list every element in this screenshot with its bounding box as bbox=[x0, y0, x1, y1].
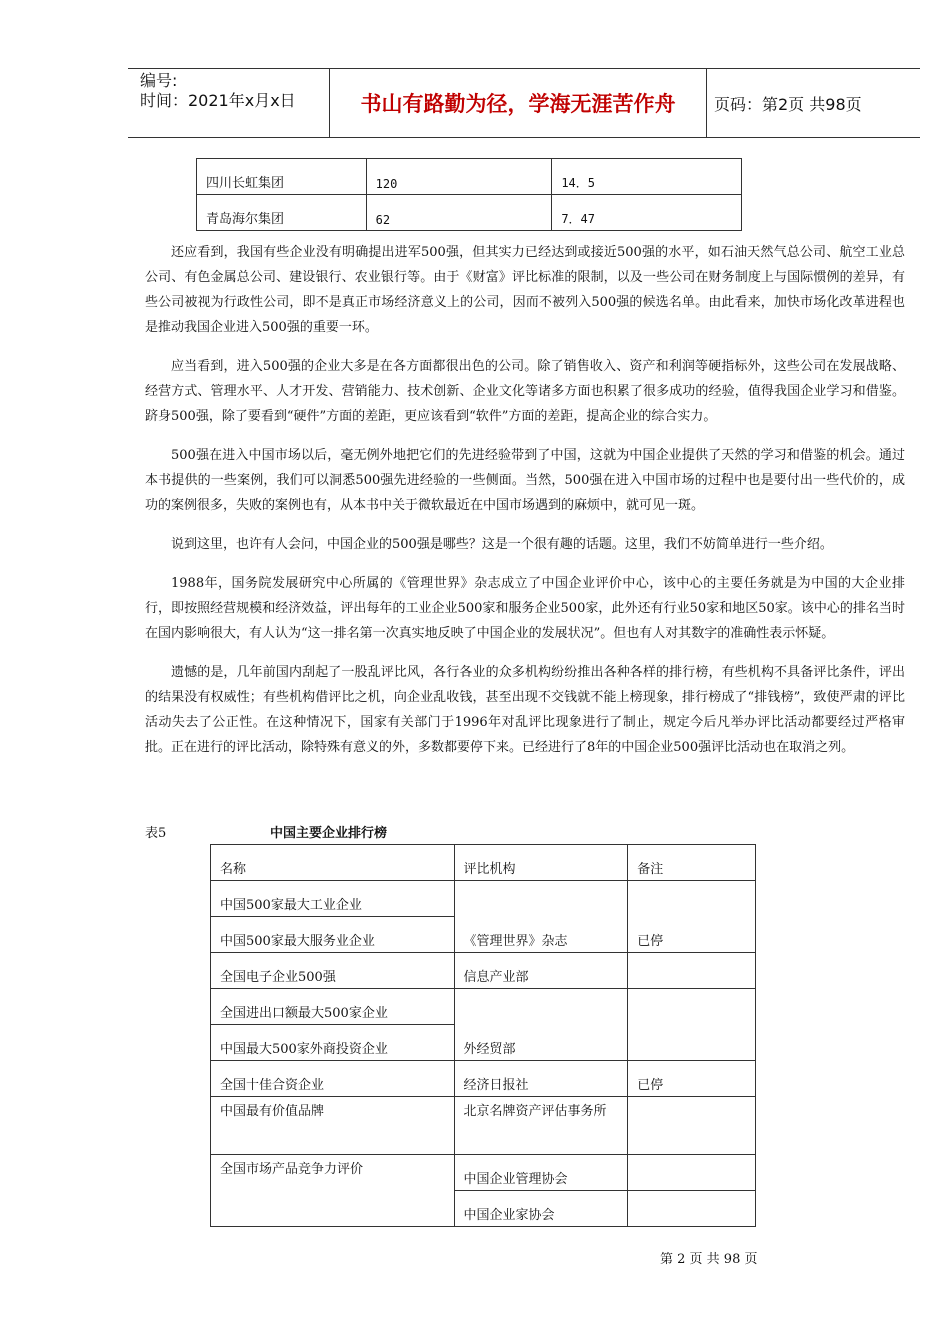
table-cell: 中国最有价值品牌 bbox=[211, 1097, 455, 1155]
table-cell: 中国企业家协会 bbox=[454, 1191, 628, 1227]
table-caption bbox=[145, 822, 388, 841]
table-cell: 全国市场产品竞争力评价 bbox=[211, 1155, 455, 1227]
table-row bbox=[211, 953, 756, 989]
table-cell bbox=[628, 1155, 756, 1191]
table-cell: 外经贸部 bbox=[454, 989, 628, 1061]
table-cell: 全国进出口额最大500家企业 bbox=[211, 989, 455, 1025]
table-cell: 全国电子企业500强 bbox=[211, 953, 455, 989]
paragraph: 遗憾的是，几年前国内刮起了一股乱评比风，各行各业的众多机构纷纷推出各种各样的排行榜，有些机构不具备评比条件，评出的结果没有权威性；有些机构借评比之机，向企业乱收钱，甚至出现不交钱就不能上榜现象，排行榜成了“排钱榜”，致使严肃的评比活动失去了公正性。在这种情况下，国家有关部门于1996年对乱评比现象进行了制止，规定今后凡举办评比活动都要经过严格审批。正在进行的评比活动，除特殊有意义的外，多数都要停下来。已经进行了8年的中国企业500强评比活动也在取消之列。 bbox=[145, 665, 905, 755]
paragraph: 500强在进入中国市场以后，毫无例外地把它们的先进经验带到了中国，这就为中国企业提供了天然的学习和借鉴的机会。通过本书提供的一些案例，我们可以洞悉500强先进经验的一些侧面。当然，500强在进入中国市场的过程中也是要付出一些代价的，成功的案例很多，失败的案例也有，从本书中关于微软最近在中国市场遇到的麻烦中，就可见一斑。 bbox=[145, 448, 905, 513]
table-cell: 经济日报社 bbox=[454, 1061, 628, 1097]
column-header: 备注 bbox=[628, 845, 756, 881]
paragraph: 说到这里，也许有人会问，中国企业的500强是哪些？这是一个很有趣的话题。这里，我们不妨简单进行一些介绍。 bbox=[171, 537, 833, 552]
table-row bbox=[211, 881, 756, 917]
table-cell: 中国企业管理协会 bbox=[454, 1155, 628, 1191]
table-cell bbox=[628, 989, 756, 1061]
paragraph: 还应看到，我国有些企业没有明确提出进军500强，但其实力已经达到或接近500强的水平，如石油天然气总公司、航空工业总公司、有色金属总公司、建设银行、农业银行等。由于《财富》评比标准的限制，以及一些公司在财务制度上与国际惯例的差异，有些公司被视为行政性公司，即不是真正市场经济意义上的公司，因而不被列入500强的候选名单。由此看来，加快市场化改革进程也是推动我国企业进入500强的重要一环。 bbox=[145, 245, 905, 335]
table-cell: 北京名牌资产评估事务所 bbox=[454, 1097, 628, 1155]
table-cell: 中国最大500家外商投资企业 bbox=[211, 1025, 455, 1061]
paragraph: 1988年，国务院发展研究中心所属的《管理世界》杂志成立了中国企业评价中心，该中心的主要任务就是为中国的大企业排行，即按照经营规模和经济效益，评出每年的工业企业500家和服务企业500家，此外还有行业50家和地区50家。该中心的排名当时在国内影响很大，有人认为“这一排名第一次真实地反映了中国企业的发展状况”。但也有人对其数字的准确性表示怀疑。 bbox=[145, 576, 905, 641]
table-label: 表5 bbox=[145, 826, 167, 841]
table-row bbox=[211, 989, 756, 1025]
table-cell: 《管理世界》杂志 bbox=[454, 881, 628, 953]
table-cell: 全国十佳合资企业 bbox=[211, 1061, 455, 1097]
time-label: 时间：2021年x月x日 bbox=[140, 91, 296, 110]
revenue-table bbox=[196, 158, 742, 231]
table-cell bbox=[628, 1191, 756, 1227]
table-row bbox=[197, 195, 742, 231]
number-label: 编号: bbox=[140, 71, 178, 90]
table-cell: 信息产业部 bbox=[454, 953, 628, 989]
table-row bbox=[197, 159, 742, 195]
column-header: 名称 bbox=[211, 845, 455, 881]
table-cell: 120 bbox=[366, 159, 552, 195]
ranking-table bbox=[210, 844, 756, 1227]
header-meta bbox=[128, 69, 330, 137]
table-cell: 青岛海尔集团 bbox=[197, 195, 367, 231]
table-cell: 62 bbox=[366, 195, 552, 231]
column-header: 评比机构 bbox=[454, 845, 628, 881]
table-cell bbox=[628, 953, 756, 989]
table-cell: 已停 bbox=[628, 1061, 756, 1097]
table-cell: 已停 bbox=[628, 881, 756, 953]
table-cell: 中国500家最大服务业企业 bbox=[211, 917, 455, 953]
table-cell bbox=[628, 1097, 756, 1155]
table-cell: 14．5 bbox=[552, 159, 742, 195]
table-header-row bbox=[211, 845, 756, 881]
table-cell: 四川长虹集团 bbox=[197, 159, 367, 195]
table-row bbox=[211, 1155, 756, 1191]
paragraph: 应当看到，进入500强的企业大多是在各方面都很出色的公司。除了销售收入、资产和利润等硬指标外，这些公司在发展战略、经营方式、管理水平、人才开发、营销能力、技术创新、企业文化等诸多方面也积累了很多成功的经验，值得我国企业学习和借鉴。跻身500强，除了要看到“硬件”方面的差距，更应该看到“软件”方面的差距，提高企业的综合实力。 bbox=[145, 359, 905, 424]
table-row bbox=[211, 1097, 756, 1155]
table-title: 中国主要企业排行榜 bbox=[270, 826, 388, 841]
header-motto: 书山有路勤为径，学海无涯苦作舟 bbox=[330, 69, 707, 137]
page-header bbox=[128, 68, 920, 138]
table-cell: 7．47 bbox=[552, 195, 742, 231]
table-cell: 中国500家最大工业企业 bbox=[211, 881, 455, 917]
page-footer: 第 2 页 共 98 页 bbox=[660, 1252, 758, 1267]
header-page-info: 页码：第2页 共98页 bbox=[714, 94, 862, 114]
table-row bbox=[211, 1061, 756, 1097]
body-text bbox=[145, 240, 905, 774]
